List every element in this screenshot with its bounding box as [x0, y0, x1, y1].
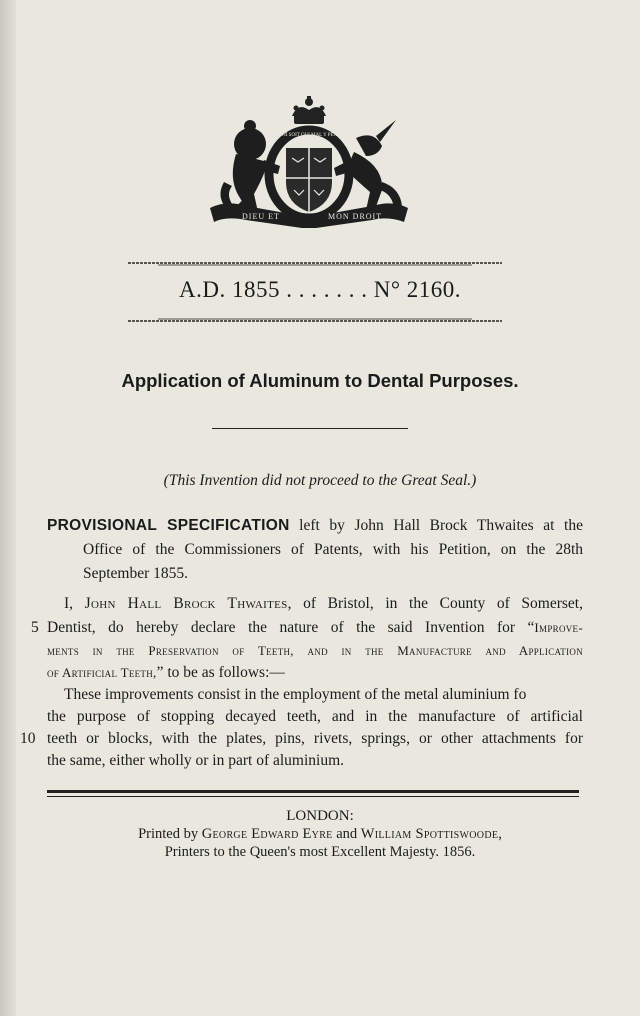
- inventor-name: John Hall Brock Thwaites: [84, 595, 288, 612]
- royal-coat-of-arms: [206, 96, 412, 228]
- imprint-line-2: Printers to the Queen's most Excellent Majesty. 1856.: [164, 844, 476, 860]
- closing-rule: [47, 790, 579, 797]
- body-line-5: Dentist, do hereby declare the nature of the said Invention for “Improve-: [47, 619, 583, 636]
- motto-right: MON DROIT: [328, 212, 383, 221]
- body-line-6: ments in the Preservation of Teeth, and in the Manufacture and Application: [47, 643, 583, 658]
- body-line-8: These improvements consist in the employment of the metal aluminium fo: [64, 686, 527, 703]
- crown-icon: [292, 96, 326, 124]
- body-line-7: of Artificial Teeth,” to be as follows:—: [47, 664, 285, 681]
- page-edge: [0, 0, 16, 1016]
- patent-number-line: A.D. 1855 . . . . . . . N° 2160.: [178, 277, 462, 302]
- spec-heading: PROVISIONAL SPECIFICATION: [47, 517, 290, 534]
- imprint-city: LONDON:: [286, 808, 354, 824]
- spec-line-2: Office of the Commissioners of Patents, with his Petition, on the 28th: [83, 541, 583, 558]
- body-line-4: I, John Hall Brock Thwaites, of Bristol, in the County of Somerset,: [64, 595, 583, 612]
- garter-motto: HONI SOIT QUI MAL Y PENSE: [274, 133, 344, 138]
- body-line-9: the purpose of stopping decayed teeth, and in the manufacture of artificial: [47, 708, 583, 725]
- body-line-10: teeth or blocks, with the plates, pins, rivets, springs, or other attachments for: [47, 730, 583, 747]
- printer-name-1: George Edward Eyre: [201, 826, 333, 842]
- body-line-11: the same, either wholly or in part of aluminium.: [47, 752, 345, 769]
- spec-line-3: September 1855.: [83, 565, 189, 582]
- status-note: (This Invention did not proceed to the Great Seal.): [163, 472, 477, 489]
- spec-line-1: PROVISIONAL SPECIFICATION left by John Hall Brock Thwaites at the: [47, 517, 583, 534]
- imprint-printers: Printed by George Edward Eyre and William Spottiswoode,: [138, 826, 502, 842]
- title-rule: [212, 428, 408, 429]
- ornamental-rule-bottom: [128, 316, 502, 326]
- printer-name-2: William Spottiswoode: [360, 826, 499, 842]
- ornamental-rule-top: [128, 258, 502, 268]
- line-number-10: 10: [20, 730, 36, 747]
- line-number-5: 5: [31, 619, 39, 636]
- motto-left: DIEU ET: [242, 212, 280, 221]
- document-title: Application of Aluminum to Dental Purposes.: [121, 370, 519, 391]
